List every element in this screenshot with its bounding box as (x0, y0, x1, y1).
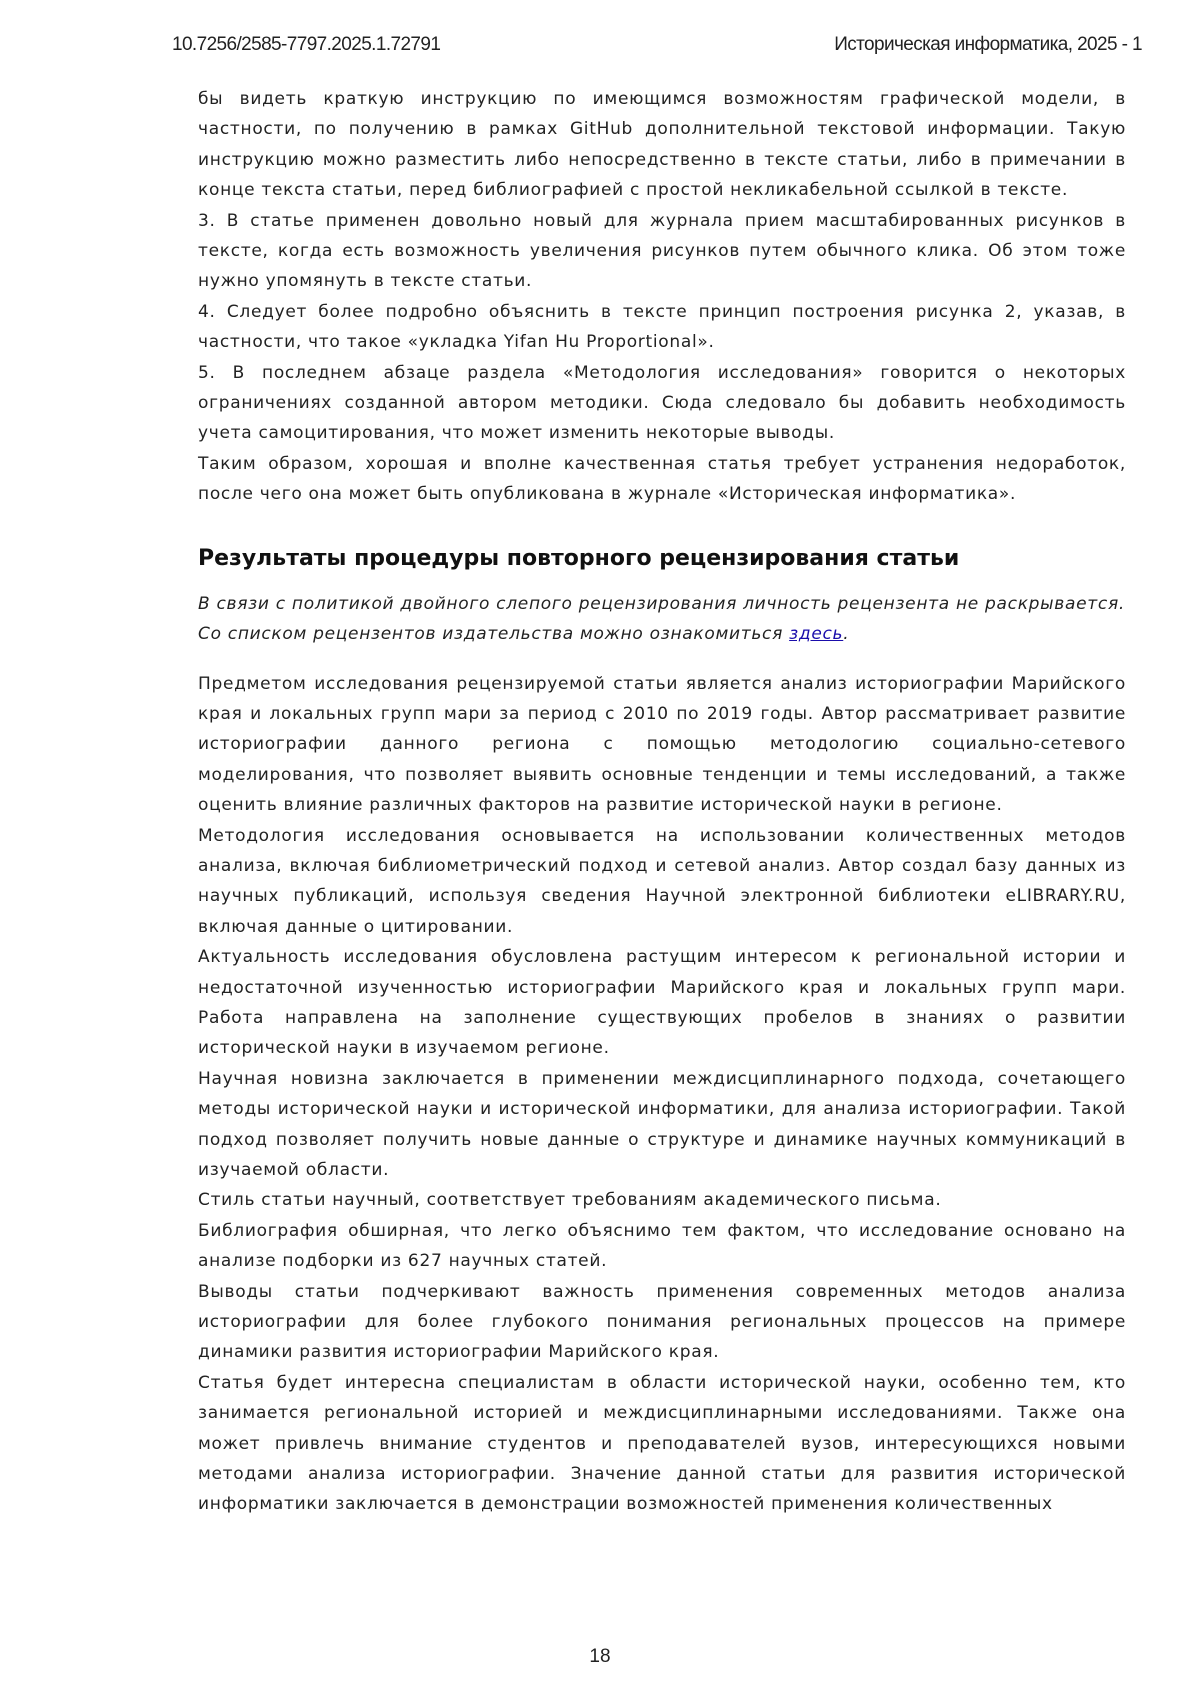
reviewers-note-suffix: . (843, 624, 850, 645)
reviewers-list-link[interactable]: здесь (789, 624, 844, 645)
page-header (172, 34, 1142, 64)
paragraph-instruction: бы видеть краткую инструкцию по имеющимся возможностям графической модели, в частности, по получению в рамках GitHub дополнительной текстовой информации. Такую инструкцию можно разместить либо непосредственно в тексте статьи, либо в примечании в конце текста статьи, перед библиографией с простой некликабельной ссылкой в тексте. (198, 89, 1126, 201)
section-heading: Результаты процедуры повторного рецензирования статьи (198, 545, 960, 571)
paragraph-novelty: Научная новизна заключается в применении междисциплинарного подхода, сочетающего методы исторической науки и исторической информатики, для анализа историографии. Такой подход позволяет получить новые данные о структуре и динамике научных коммуникаций в изучаемой области. (198, 1068, 1126, 1180)
reviewers-note-text: Со списком рецензентов издательства можно ознакомиться (198, 624, 790, 645)
paragraph-bibliography: Библиография обширная, что легко объяснимо тем фактом, что исследование основано на анализе подборки из 627 научных статей. (198, 1220, 1126, 1272)
paragraph-item-4: 4. Следует более подробно объяснить в тексте принцип построения рисунка 2, указав, в частности, что такое «укладка Yifan Hu Proportional». (198, 301, 1126, 353)
paragraph-conclusion: Таким образом, хорошая и вполне качественная статья требует устранения недоработок, после чего она может быть опубликована в журнале «Историческая информатика». (198, 453, 1126, 505)
paragraph-methodology: Методология исследования основывается на использовании количественных методов анализа, включая библиометрический подход и сетевой анализ. Автор создал базу данных из научных публикаций, используя сведения Научной электронной библиотеки eLIBRARY.RU, включая данные о цитировании. (198, 825, 1126, 937)
paragraph-item-3: 3. В статье применен довольно новый для журнала прием масштабированных рисунков в тексте, когда есть возможность увеличения рисунков путем обычного клика. Об этом тоже нужно упомянуть в тексте статьи. (198, 210, 1126, 292)
paragraph-findings: Выводы статьи подчеркивают важность применения современных методов анализа историографии для более глубокого понимания региональных процессов на примере динамики развития историографии Марийского края. (198, 1281, 1126, 1363)
reviewers-list-note (198, 619, 1126, 649)
paragraph-subject: Предметом исследования рецензируемой статьи является анализ историографии Марийского края и локальных групп мари за период с 2010 по 2019 годы. Автор рассматривает развитие историографии данного региона с помощью методологию социально-сетевого моделирования, что позволяет выявить основные тенденции и темы исследований, а также оценить влияние различных факторов на развитие исторической науки в регионе. (198, 673, 1126, 816)
paragraph-style: Стиль статьи научный, соответствует требованиям академического письма. (198, 1190, 942, 1211)
page-number: 18 (589, 1646, 611, 1667)
review-policy-note: В связи с политикой двойного слепого рецензирования личность рецензента не раскрывается. (198, 593, 1125, 614)
paragraph-item-5: 5. В последнем абзаце раздела «Методология исследования» говорится о некоторых ограничениях созданной автором методики. Сюда следовало бы добавить необходимость учета самоцитирования, что может изменить некоторые выводы. (198, 362, 1126, 444)
paragraph-relevance: Актуальность исследования обусловлена растущим интересом к региональной истории и недостаточной изученностью историографии Марийского края и локальных групп мари. Работа направлена на заполнение существующих пробелов в знаниях о развитии исторической науки в изучаемом регионе. (198, 947, 1126, 1059)
article-body (198, 84, 1126, 1520)
doi-label: 10.7256/2585-7797.2025.1.72791 (172, 34, 441, 55)
journal-title: Историческая информатика, 2025 - 1 (834, 34, 1142, 55)
paragraph-audience: Статья будет интересна специалистам в области исторической науки, особенно тем, кто занимается региональной историей и междисциплинарными исследованиями. Также она может привлечь внимание студентов и преподавателей вузов, интересующихся новыми методами анализа историографии. Значение данной статьи для развития исторической информатики заключается в демонстрации возможностей применения количественных (198, 1372, 1126, 1515)
